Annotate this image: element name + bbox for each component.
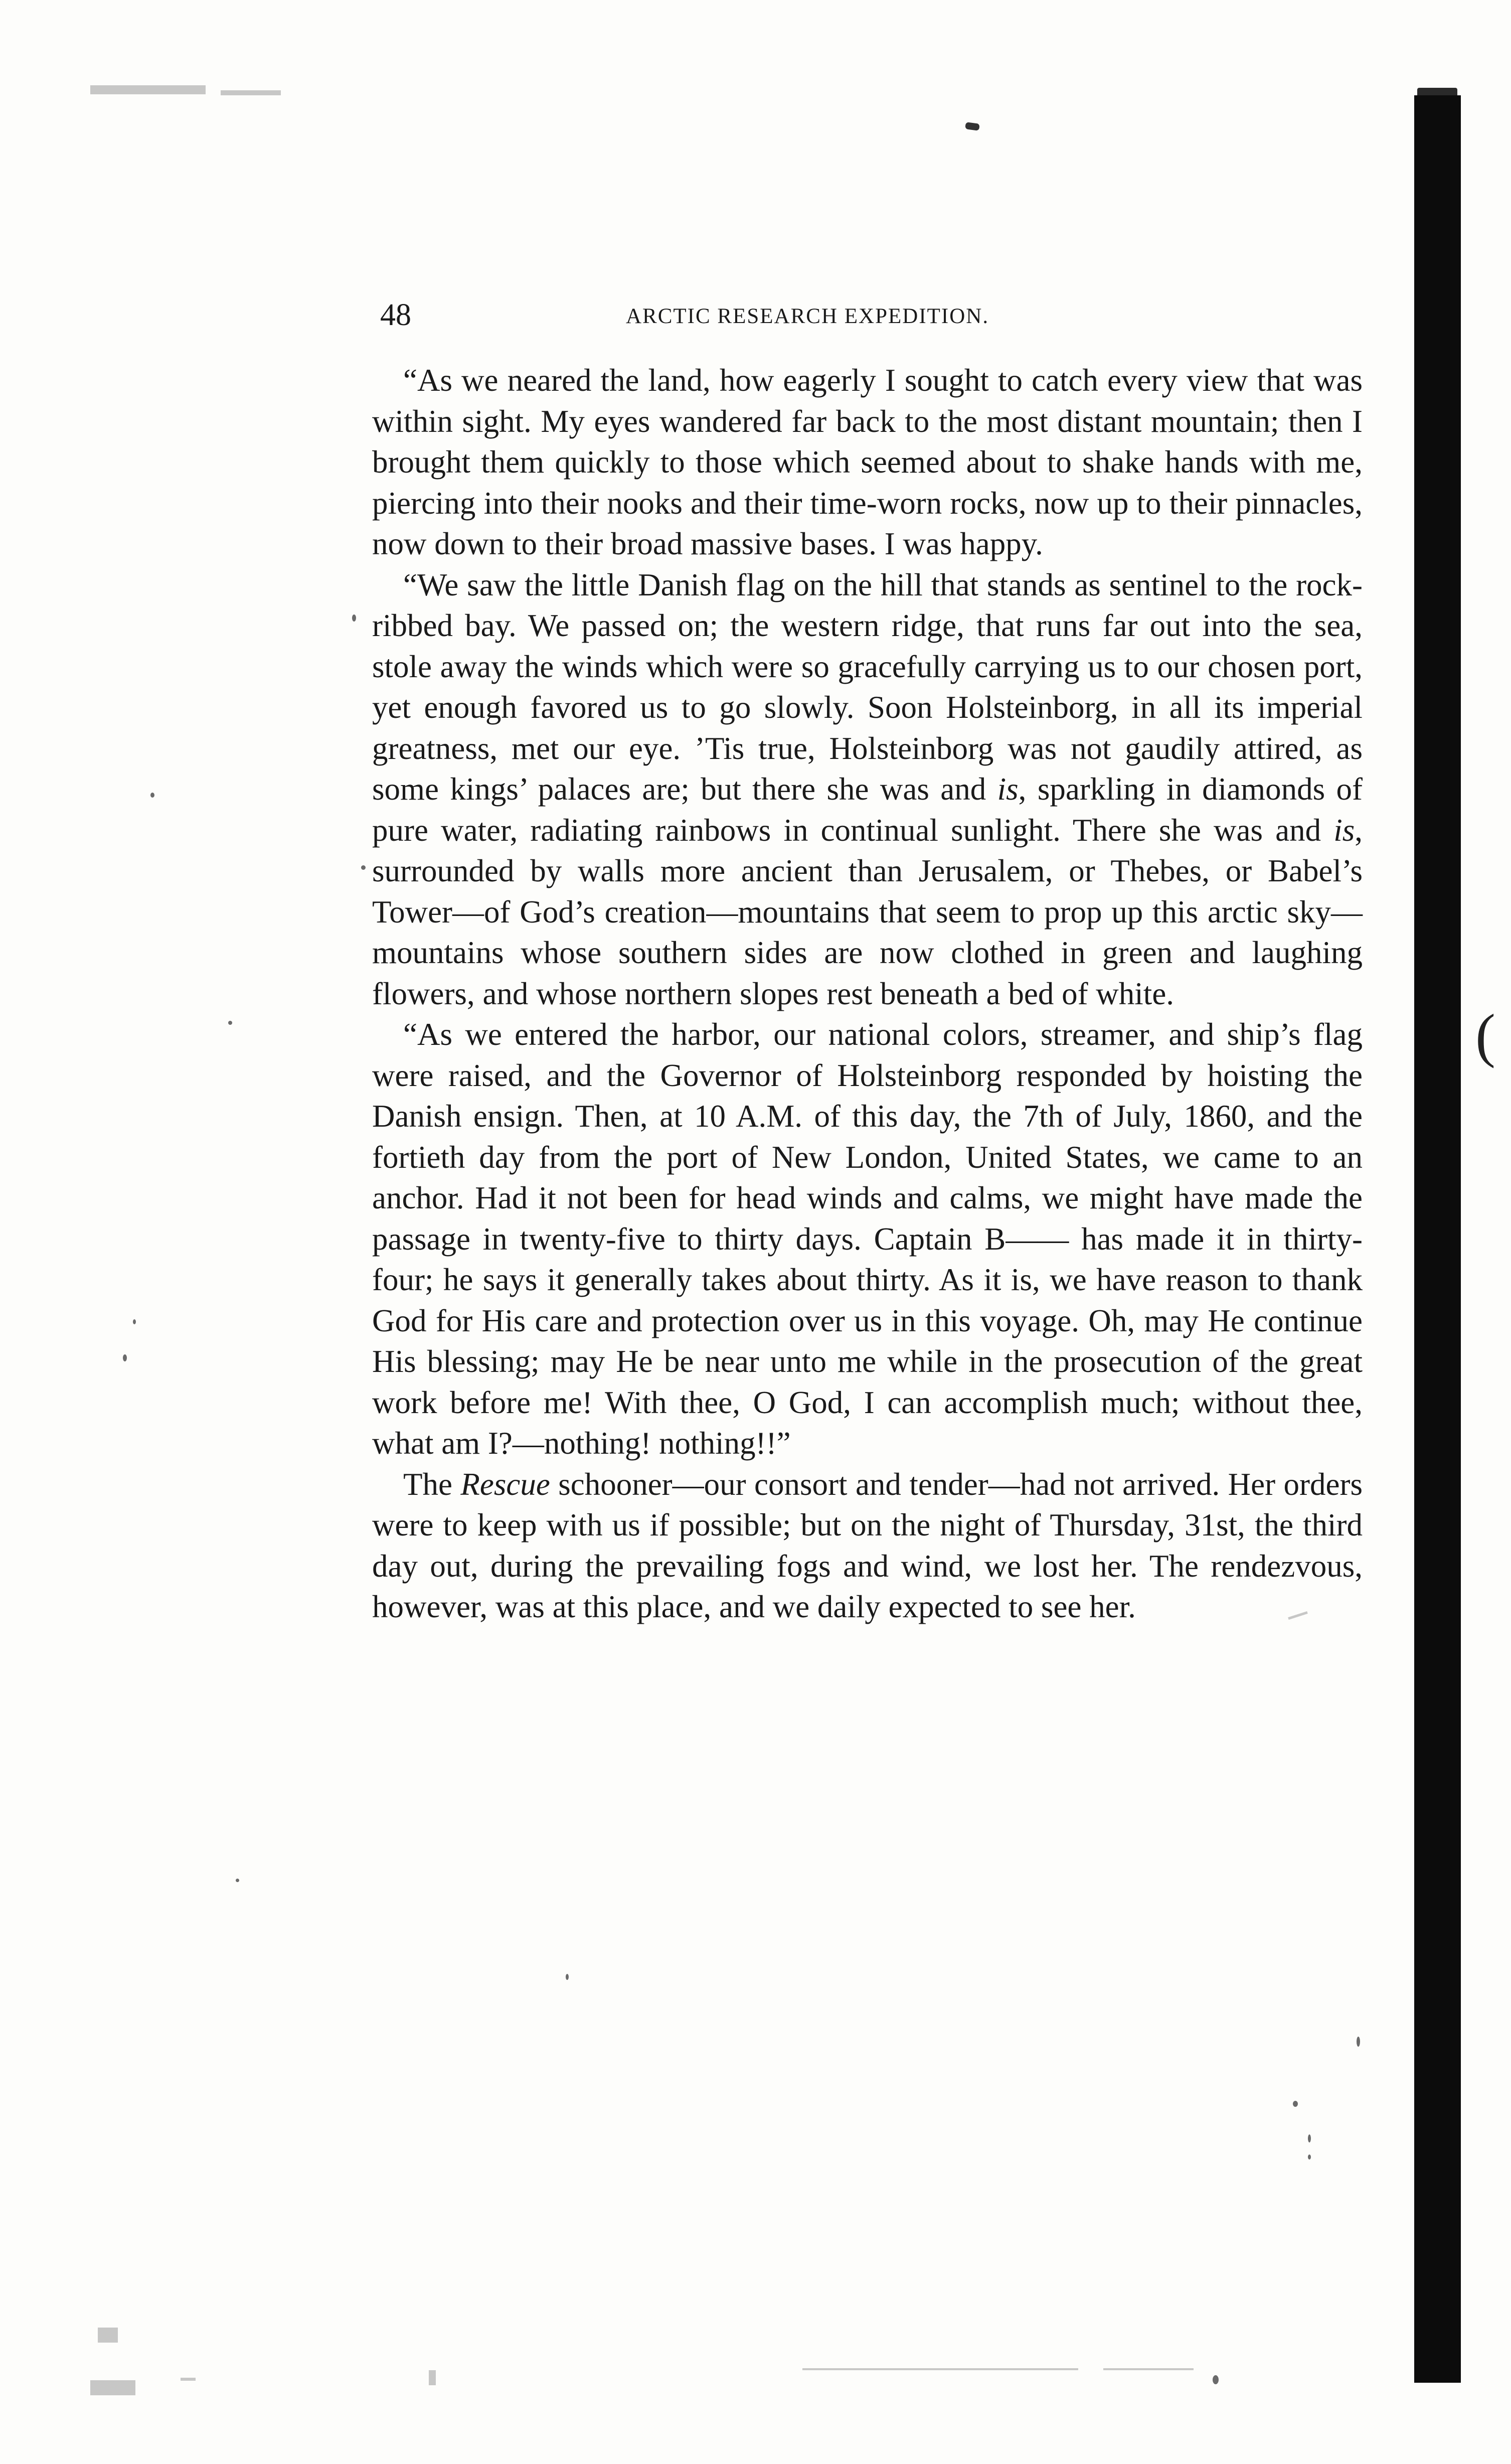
paragraph: [372, 1464, 1363, 1628]
paragraph-text: “We saw the little Danish flag on the hill that stands as sentinel to the rock-ribbed bay. We passed on; the western ridge, that runs far out into the sea, stole away the winds which were so gracefully carrying us to our chosen port, yet enough favored us to go slowly. Soon Holsteinborg, in all its imperial greatness, met our eye. ’Tis true, Holsteinborg was not gaudily attired, as some kings’ palaces are; but there she was and: [372, 567, 1363, 807]
scan-speck: [236, 1879, 239, 1882]
page-header: [380, 295, 1167, 335]
scan-speck: [1308, 2134, 1311, 2142]
running-head: ARCTIC RESEARCH EXPEDITION.: [626, 304, 989, 328]
scan-speck: [1308, 2154, 1311, 2160]
italic-word: is: [997, 772, 1019, 807]
paragraph-text: , surrounded by walls more ancient than Jerusalem, or Thebes, or Babel’s Tower—of God’s creation—mountains that seem to prop up this arctic sky—mountains whose southern sides are now clothed in green and laughing flowers, and whose northern slopes rest beneath a bed of white.: [372, 812, 1363, 1011]
scan-speck: [123, 1354, 127, 1361]
margin-mark: (: [1475, 1002, 1495, 1068]
paragraph-text: The: [403, 1466, 461, 1502]
scan-speck: [133, 1319, 136, 1324]
scan-speck: [150, 793, 154, 798]
body-text: [372, 360, 1363, 1628]
binding-edge: [1414, 95, 1461, 2383]
paragraph: [372, 360, 1363, 565]
scan-speck: [566, 1974, 569, 1980]
scan-smudge: [802, 2368, 1078, 2370]
italic-word: is: [1333, 812, 1355, 848]
paragraph-text: schooner—our consort and tender—had not arrived. Her orders were to keep with us if possible; but on the night of Thursday, 31st, the third day out, during the prevailing fogs and wind, we lost her. The rendezvous, however, was at this place, and we daily expected to see her.: [372, 1466, 1363, 1624]
scan-speck: [228, 1021, 232, 1025]
ship-name: Rescue: [460, 1466, 550, 1502]
scan-smudge: [181, 2378, 196, 2381]
scan-smudge: [90, 2380, 135, 2395]
paragraph: [372, 565, 1363, 1015]
scan-speck: [1357, 2037, 1360, 2047]
scan-smudge: [429, 2370, 436, 2385]
scan-speck: [352, 614, 356, 622]
scan-smudge: [221, 90, 281, 95]
paragraph-text: “As we neared the land, how eagerly I sought to catch every view that was within sight. My eyes wandered far back to the most distant mountain; then I brought them quickly to those which seemed about to shake hands with me, piercing into their nooks and their time-worn rocks, now up to their pinnacles, now down to their broad massive bases. I was happy.: [372, 363, 1363, 561]
page-number: 48: [380, 298, 411, 332]
scan-speck: [1293, 2101, 1298, 2107]
scan-smudge: [1103, 2368, 1194, 2370]
scan-speck: [361, 865, 366, 870]
paragraph: [372, 1014, 1363, 1464]
paragraph-text: “As we entered the harbor, our national colors, streamer, and ship’s flag were raised, and the Governor of Holsteinborg responded by hoisting the Danish ensign. Then, at 10 A.M. of this day, the 7th of July, 1860, and the fortieth day from the port of New London, United States, we came to an anchor. Had it not been for head winds and calms, we might have made the passage in twenty-five to thirty days. Captain B—— has made it in thirty-four; he says it generally takes about thirty. As it is, we have reason to thank God for His care and protection over us in this voyage. Oh, may He continue His blessing; may He be near unto me while in the prosecution of the great work before me! With thee, O God, I can accomplish much; without thee, what am I?—nothing! nothing!!”: [372, 1017, 1363, 1461]
scan-smudge: [98, 2328, 118, 2343]
scan-speck: [1213, 2375, 1219, 2384]
paragraph-text: , sparkling in diamonds of pure water, radiating rainbows in continual sunlight. There she was and: [372, 772, 1363, 848]
scan-smudge: [90, 85, 206, 94]
ink-mark: [965, 122, 980, 131]
